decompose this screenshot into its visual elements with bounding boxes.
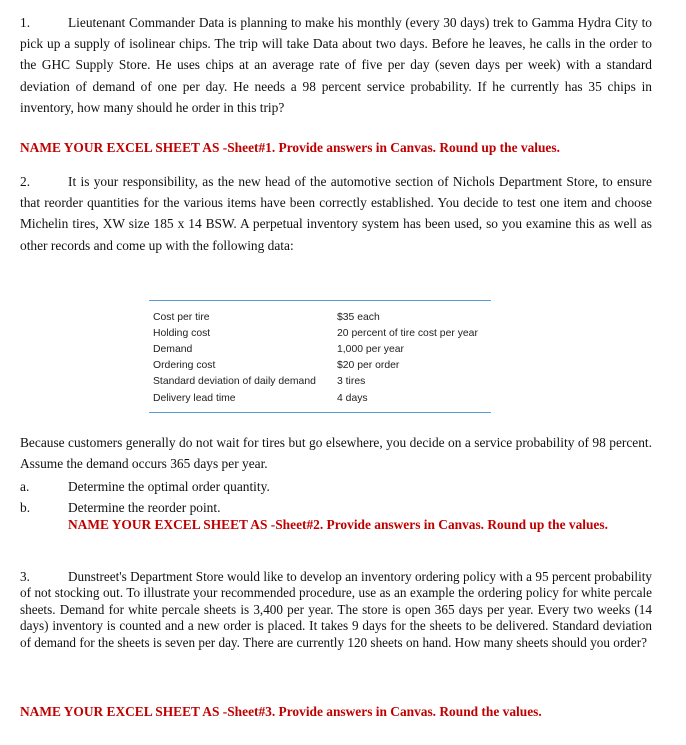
table-value: 1,000 per year <box>337 343 405 355</box>
table-value: 3 tires <box>337 376 366 388</box>
part-b <box>20 498 220 517</box>
question-number: 3. <box>20 569 30 584</box>
table-row <box>149 390 491 406</box>
part-a <box>20 477 270 496</box>
part-label: a. <box>20 479 30 494</box>
table-value: 4 days <box>337 392 368 404</box>
table-row <box>149 358 491 374</box>
question-2 <box>20 171 652 256</box>
table-label: Demand <box>153 343 193 355</box>
question-text: Dunstreet's Department Store would like to develop an inventory ordering policy with a 95 percent probability of not stocking out. To illustrate your recommended procedure, use as an example the ordering policy for white percale sheets. Demand for white percale sheets is 3,400 per year. The store is open 365 days per year. Every two weeks (14 days) inventory is counted and a new order is placed. It takes 9 days for the sheets to be delivered. Standard deviation of demand for the sheets is seven per day. There are currently 120 sheets on hand. How many sheets should you order? <box>20 569 652 650</box>
table-label: Ordering cost <box>153 360 216 372</box>
question-3 <box>20 569 652 651</box>
table-row <box>149 341 491 357</box>
tire-data-table <box>149 300 491 413</box>
table-label: Standard deviation of daily demand <box>153 376 316 388</box>
table-row <box>149 309 491 325</box>
part-label: b. <box>20 500 31 515</box>
table-label: Delivery lead time <box>153 392 236 404</box>
part-text: Determine the optimal order quantity. <box>68 479 270 494</box>
question-2-followup: Because customers generally do not wait for tires but go elsewhere, you decide on a service probability of 98 percent. Assume the demand occurs 365 days per year. <box>20 435 652 472</box>
part-text: Determine the reorder point. <box>68 500 221 515</box>
sheet-instruction-3: NAME YOUR EXCEL SHEET AS -Sheet#3. Provide answers in Canvas. Round the values. <box>20 704 542 719</box>
sheet-instruction-1: NAME YOUR EXCEL SHEET AS -Sheet#1. Provide answers in Canvas. Round up the values. <box>20 140 560 155</box>
table-label: Holding cost <box>153 327 211 339</box>
question-text: It is your responsibility, as the new head of the automotive section of Nichols Department Store, to ensure that reorder quantities for the various items have been correctly established. You decide to test one item and choose Michelin tires, XW size 185 x 14 BSW. A perpetual inventory system has been used, so you examine this as well as other records and come up with the following data: <box>20 174 652 253</box>
question-text: Lieutenant Commander Data is planning to make his monthly (every 30 days) trek to Gamma Hydra City to pick up a supply of isolinear chips. The trip will take Data about two days. Before he leaves, he calls in the order to the GHC Supply Store. He uses chips at an average rate of five per day (seven days per week) with a standard deviation of demand of one per day. He needs a 98 percent service probability. If he currently has 35 chips in inventory, how many should he order in this trip? <box>20 15 652 115</box>
table-value: $20 per order <box>337 360 400 372</box>
table-value: $35 each <box>337 311 380 323</box>
table-label: Cost per tire <box>153 311 210 323</box>
table-row <box>149 325 491 341</box>
question-number: 2. <box>20 174 31 189</box>
question-1 <box>20 12 652 118</box>
table-row <box>149 374 491 390</box>
question-number: 1. <box>20 15 31 30</box>
sheet-instruction-2: NAME YOUR EXCEL SHEET AS -Sheet#2. Provide answers in Canvas. Round up the values. <box>68 517 608 532</box>
table-value: 20 percent of tire cost per year <box>337 327 478 339</box>
